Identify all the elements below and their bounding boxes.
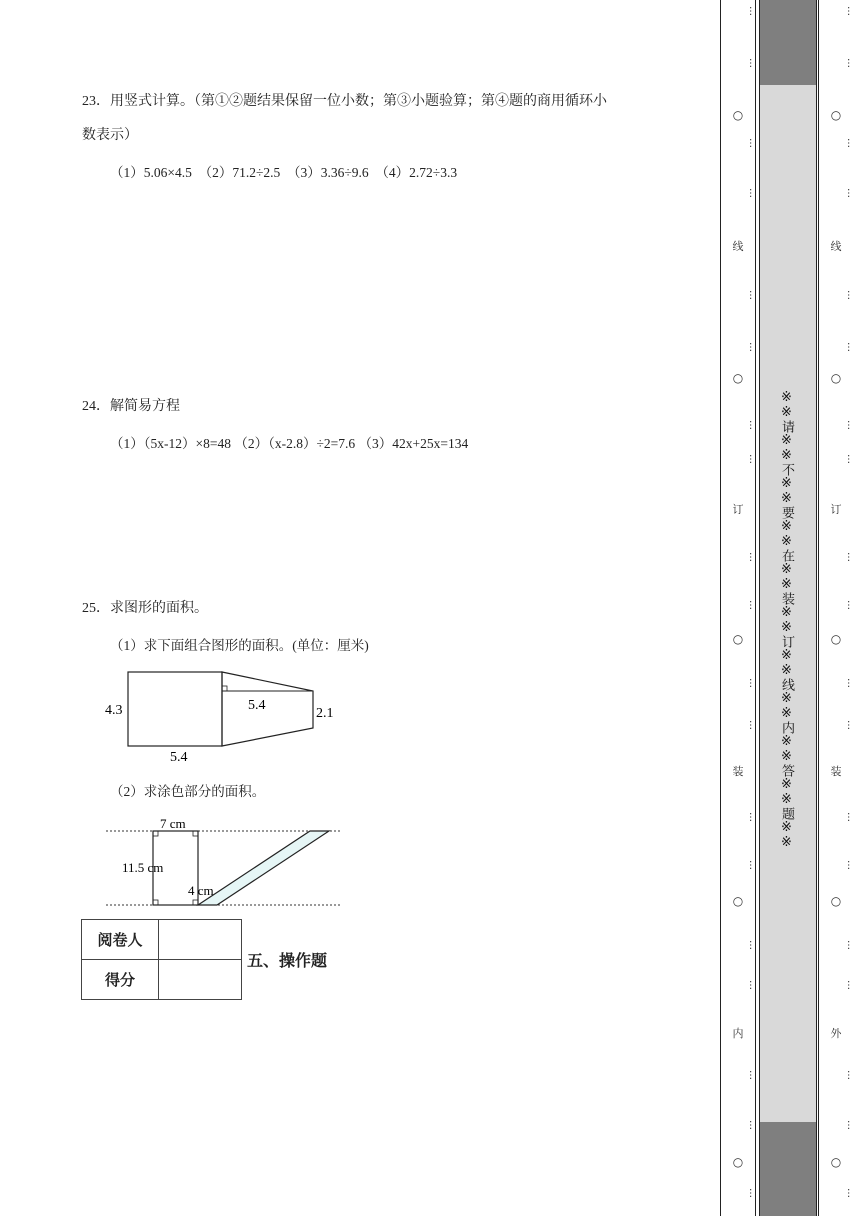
right-angle-mark bbox=[193, 900, 198, 905]
label-base: 4 cm bbox=[188, 883, 214, 898]
dots: … bbox=[845, 290, 856, 299]
label-top: 7 cm bbox=[160, 816, 186, 831]
dots: … bbox=[845, 860, 856, 869]
dots: … bbox=[845, 58, 856, 67]
dots: … bbox=[845, 420, 856, 429]
dots: … bbox=[747, 342, 758, 351]
reviewer-label: 阅卷人 bbox=[82, 920, 159, 960]
dots: … bbox=[747, 860, 758, 869]
dots: … bbox=[747, 600, 758, 609]
dots: … bbox=[845, 1188, 856, 1197]
dots: … bbox=[845, 454, 856, 463]
dots: … bbox=[747, 720, 758, 729]
dots: … bbox=[845, 6, 856, 15]
dots: … bbox=[845, 552, 856, 561]
right-angle-mark bbox=[193, 831, 198, 836]
composite-figure bbox=[100, 666, 350, 766]
label-top: 5.4 bbox=[248, 698, 266, 713]
circle-mark: ○ bbox=[732, 371, 744, 385]
trapezoid-shape bbox=[222, 672, 313, 746]
q24-items: （1）（5x-12）×8=48 （2）（x-2.8）÷2=7.6 （3）42x+25x=134 bbox=[110, 436, 469, 451]
circle-mark: ○ bbox=[830, 108, 842, 122]
dots: … bbox=[747, 980, 758, 989]
dots: … bbox=[747, 188, 758, 197]
dots: … bbox=[845, 1070, 856, 1079]
circle-mark: ○ bbox=[830, 632, 842, 646]
q25-title: 25．求图形的面积。 bbox=[82, 601, 208, 616]
dots: … bbox=[845, 720, 856, 729]
dots: … bbox=[747, 1120, 758, 1129]
dots: … bbox=[845, 342, 856, 351]
circle-mark: ○ bbox=[732, 1155, 744, 1169]
mark-zhuang: 装 bbox=[830, 765, 842, 778]
mark-xian: 线 bbox=[732, 240, 744, 253]
no-answer-notice: ※※请※※不※※要※※在※※装※※订※※线※※内※※答※※题※※ bbox=[779, 390, 794, 850]
dots: … bbox=[845, 1120, 856, 1129]
dots: … bbox=[747, 138, 758, 147]
dots: … bbox=[845, 980, 856, 989]
score-label: 得分 bbox=[82, 960, 159, 1000]
mark-ding: 订 bbox=[732, 503, 744, 516]
q23-items: （1）5.06×4.5 （2）71.2÷2.5 （3）3.36÷9.6 （4）2.72÷3.3 bbox=[110, 165, 458, 180]
dots: … bbox=[747, 940, 758, 949]
section-title: 五、操作题 bbox=[247, 951, 328, 970]
mark-zhuang: 装 bbox=[732, 765, 744, 778]
dots: … bbox=[845, 940, 856, 949]
mark-nei: 内 bbox=[732, 1027, 744, 1040]
dots: … bbox=[845, 188, 856, 197]
q25-part2: （2）求涂色部分的面积。 bbox=[110, 784, 266, 799]
label-right: 2.1 bbox=[316, 706, 334, 721]
shaded-figure bbox=[100, 812, 350, 912]
dots: … bbox=[747, 678, 758, 687]
dots: … bbox=[845, 812, 856, 821]
mark-wai: 外 bbox=[830, 1027, 842, 1040]
dots: … bbox=[747, 552, 758, 561]
dots: … bbox=[845, 678, 856, 687]
mark-ding: 订 bbox=[830, 503, 842, 516]
label-left: 4.3 bbox=[105, 703, 123, 718]
dots: … bbox=[747, 1188, 758, 1197]
shaded-parallelogram bbox=[198, 831, 329, 905]
right-angle-mark bbox=[153, 831, 158, 836]
q23-stem-line1: 23．用竖式计算。（第①②题结果保留一位小数；第③小题验算；第④题的商用循环小 bbox=[82, 94, 607, 109]
binding-band bbox=[759, 0, 817, 1216]
dots: … bbox=[747, 6, 758, 15]
circle-mark: ○ bbox=[732, 108, 744, 122]
circle-mark: ○ bbox=[732, 632, 744, 646]
label-bottom: 5.4 bbox=[170, 750, 188, 765]
dots: … bbox=[747, 454, 758, 463]
q25-part1: （1）求下面组合图形的面积。(单位：厘米) bbox=[110, 638, 369, 653]
circle-mark: ○ bbox=[830, 371, 842, 385]
dots: … bbox=[747, 812, 758, 821]
circle-mark: ○ bbox=[830, 1155, 842, 1169]
grader-table bbox=[81, 919, 242, 1000]
binding-column-outer bbox=[816, 0, 856, 1216]
label-height: 11.5 cm bbox=[122, 860, 164, 875]
dots: … bbox=[747, 58, 758, 67]
q24-title: 24．解简易方程 bbox=[82, 399, 180, 414]
circle-mark: ○ bbox=[732, 894, 744, 908]
dots: … bbox=[747, 420, 758, 429]
score-cell[interactable] bbox=[159, 960, 242, 1000]
dots: … bbox=[845, 600, 856, 609]
q23-stem-line2: 数表示） bbox=[82, 128, 138, 143]
dots: … bbox=[747, 1070, 758, 1079]
band-block-bottom bbox=[760, 1122, 816, 1216]
band-block-top bbox=[760, 0, 816, 85]
dots: … bbox=[747, 290, 758, 299]
dots: … bbox=[845, 138, 856, 147]
mark-xian: 线 bbox=[830, 240, 842, 253]
binding-column-inner bbox=[718, 0, 758, 1216]
right-angle-mark bbox=[222, 686, 227, 691]
reviewer-cell[interactable] bbox=[159, 920, 242, 960]
rectangle-shape bbox=[128, 672, 222, 746]
right-angle-mark bbox=[153, 900, 158, 905]
circle-mark: ○ bbox=[830, 894, 842, 908]
